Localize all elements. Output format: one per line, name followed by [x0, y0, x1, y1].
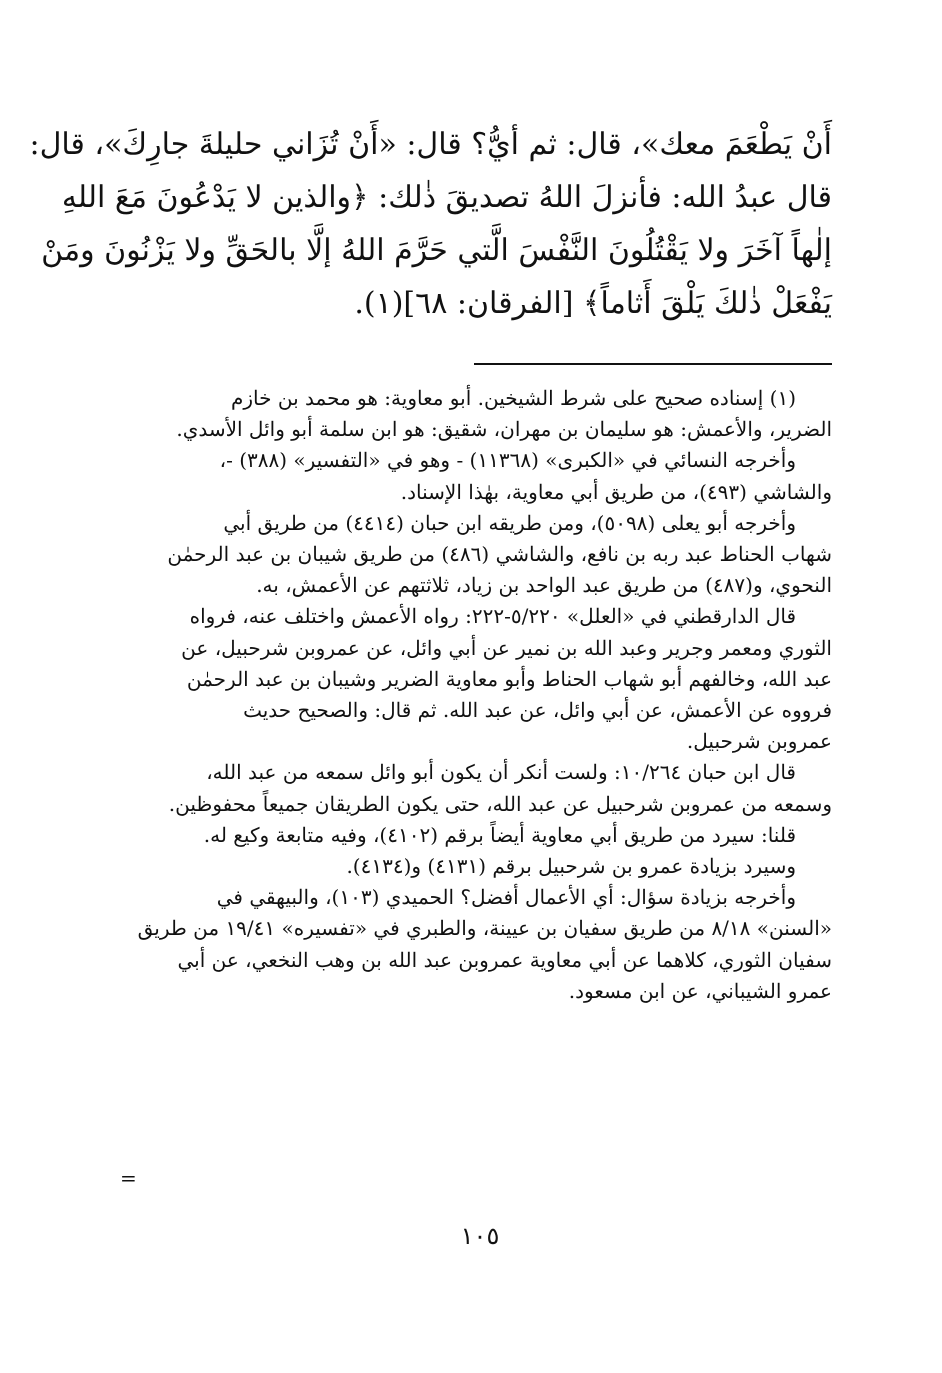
footnote-line: سفيان الثوري، كلاهما عن أبي معاوية عمروبن عبد الله بن وهب النخعي، عن أبي — [177, 947, 832, 972]
main-line: أَنْ يَطْعَمَ معك»، قال: ثم أيُّ؟ قال: «أَنْ تُزَاني حليلةَ جارِكَ»، قال: — [29, 127, 832, 162]
footnote-line: قال ابن حبان ١٠/٢٦٤: ولست أنكر أن يكون أبو وائل سمعه من عبد الله، — [206, 760, 796, 785]
footnote-paragraph — [128, 633, 832, 758]
footnote-line: فرووه عن الأعمش، عن أبي وائل، عن عبد الله. ثم قال: والصحيح حديث — [243, 698, 832, 723]
footnote-line: الثوري ومعمر وجرير وعبد الله بن نمير عن أبي وائل، عن عمروبن شرحبيل، عن — [181, 635, 832, 660]
footnotes-block — [128, 383, 832, 1007]
footnote-line: النحوي، و(٤٨٧) من طريق عبد الواحد بن زياد، ثلاثتهم عن الأعمش، به. — [256, 573, 832, 598]
main-line: إلٰهاً آخَرَ ولا يَقْتُلُونَ النَّفْسَ الَّتي حَرَّمَ اللهُ إلَّا بالحَقِّ ولا يَزْنُونَ ومَنْ — [41, 233, 832, 268]
footnote-paragraph — [128, 913, 832, 1007]
footnote-line: قال الدارقطني في «العلل» ٥/٢٢٠-٢٢٢: رواه الأعمش واختلف عنه، فرواه — [189, 604, 796, 629]
footnote-line: عبد الله، وخالفهم أبو شهاب الحناط وأبو معاوية الضرير وشيبان بن عبد الرحمٰن — [186, 666, 832, 691]
footnote-line: شهاب الحناط عبد ربه بن نافع، والشاشي (٤٨٦) من طريق شيبان بن عبد الرحمٰن — [167, 542, 832, 567]
footnote-paragraph — [128, 882, 832, 913]
footnote-paragraph — [128, 508, 832, 539]
footnote-line: وأخرجه بزيادة سؤال: أي الأعمال أفضل؟ الحميدي (١٠٣)، والبيهقي في — [216, 885, 796, 910]
footnote-line: وأخرجه أبو يعلى (٥٠٩٨)، ومن طريقه ابن حبان (٤٤١٤) من طريق أبي — [223, 510, 796, 535]
footnote-line: (١) إسناده صحيح على شرط الشيخين. أبو معاوية: هو محمد بن خازم — [231, 386, 796, 410]
footnote-line: وسمعه من عمروبن شرحبيل عن عبد الله، حتى يكون الطريقان جميعاً محفوظين. — [168, 791, 832, 816]
footnote-line: قلنا: سيرد من طريق أبي معاوية أيضاً برقم (٤١٠٢)، وفيه متابعة وكيع له. — [203, 822, 796, 847]
footnote-paragraph — [128, 414, 832, 445]
footnote-paragraph — [128, 539, 832, 601]
main-paragraph — [29, 118, 832, 330]
footnote-paragraph — [128, 477, 832, 508]
footnote-paragraph — [128, 383, 832, 414]
page-number: ١٠٥ — [460, 1222, 500, 1250]
footnote-paragraph — [128, 601, 832, 632]
footnote-line: عمرو الشيباني، عن ابن مسعود. — [568, 978, 832, 1003]
footnote-line: عمروبن شرحبيل. — [686, 729, 832, 754]
main-line: قال عبدُ الله: فأنزلَ اللهُ تصديقَ ذٰلك: ﴿والذين لا يَدْعُونَ مَعَ اللهِ — [61, 180, 832, 215]
footnote-line: الضرير، والأعمش: هو سليمان بن مهران، شقيق: هو ابن سلمة أبو وائل الأسدي. — [176, 417, 832, 442]
main-text-block — [29, 118, 832, 330]
footnote-paragraph — [128, 445, 832, 476]
footnote-line: وأخرجه النسائي في «الكبرى» (١١٣٦٨) - وهو في «التفسير» (٣٨٨) -، — [219, 448, 796, 473]
continuation-mark: = — [120, 1166, 137, 1190]
footnote-paragraph — [128, 820, 832, 882]
footnote-line: وسيرد بزيادة عمرو بن شرحبيل برقم (٤١٣١) و(٤١٣٤). — [346, 854, 796, 879]
footnote-line: والشاشي (٤٩٣)، من طريق أبي معاوية، بهٰذا الإسناد. — [400, 479, 832, 504]
main-line: يَفْعَلْ ذٰلكَ يَلْقَ أَثاماً﴾ [الفرقان: ٦٨](١). — [354, 286, 832, 321]
footnote-paragraph — [128, 757, 832, 788]
footnote-paragraph — [128, 789, 832, 820]
footnote-separator — [474, 363, 832, 365]
footnote-line: «السنن» ٨/١٨ من طريق سفيان بن عيينة، والطبري في «تفسيره» ١٩/٤١ من طريق — [137, 916, 832, 941]
